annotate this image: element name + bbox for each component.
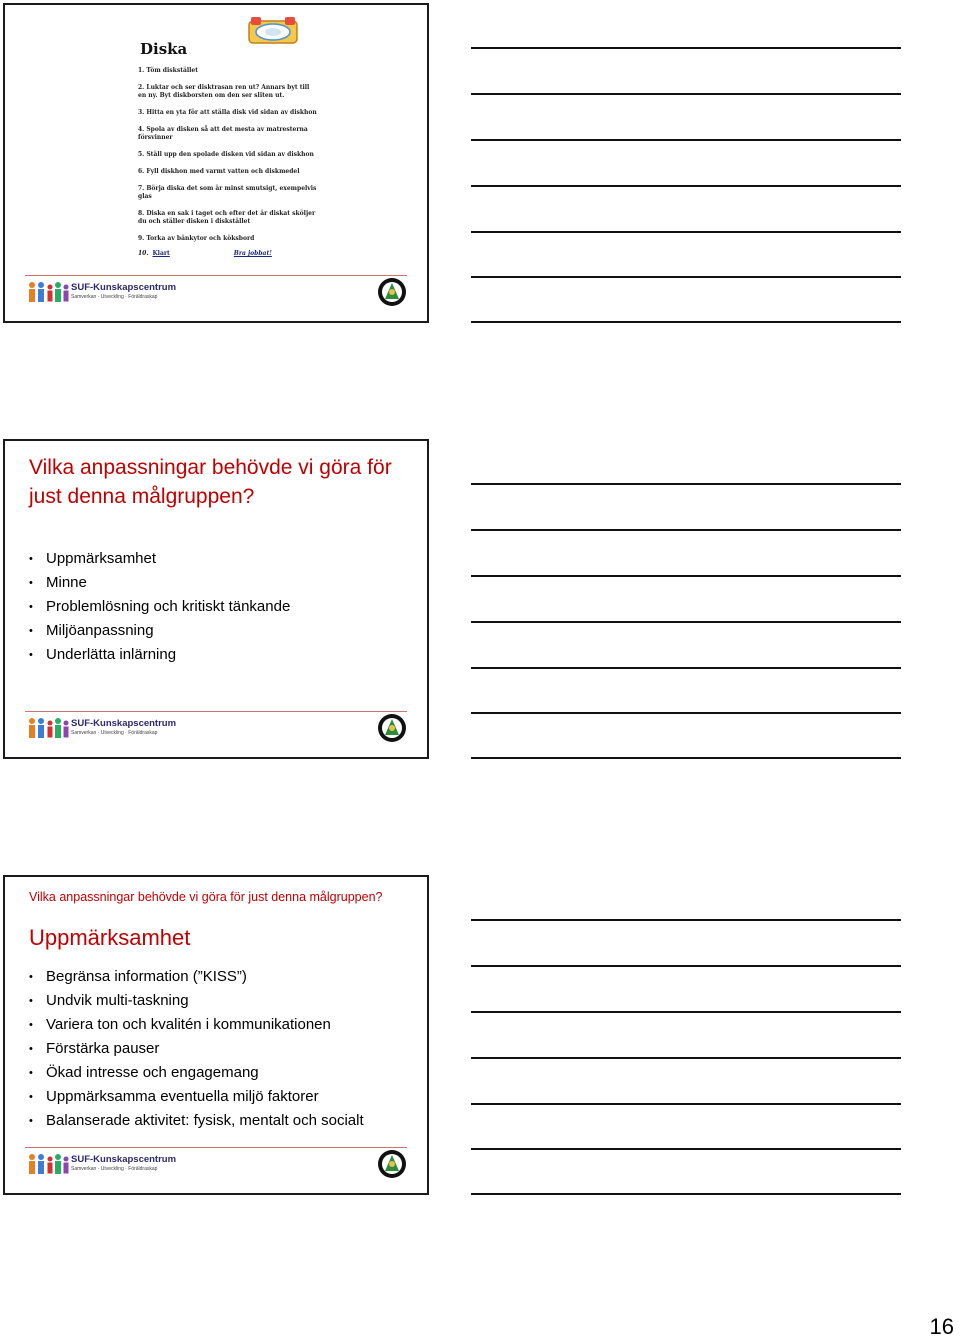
list-item: • Variera ton och kvalitén i kommunikationen — [29, 1013, 364, 1037]
note-line — [471, 231, 901, 233]
final-step-number: 10. — [138, 250, 149, 257]
page-number: 16 — [929, 1314, 954, 1339]
note-line — [471, 93, 901, 95]
slide-title: Vilka anpassningar behövde vi göra för just denna målgruppen? — [29, 456, 392, 508]
list-item: 4. Spola av disken så att det mesta av matresterna försvinner — [138, 126, 308, 141]
people-chain-logo-icon — [27, 717, 71, 739]
round-seal-logo-icon — [377, 713, 407, 743]
note-line — [471, 1103, 901, 1105]
note-line — [471, 321, 901, 323]
slide-1 — [3, 3, 429, 323]
list-item: 1. Töm diskstället — [138, 67, 198, 74]
list-item: 2. Luktar och ser disktrasan ren ut? Annars byt till en ny. Byt diskborsten om den ser sliten ut. — [138, 84, 310, 99]
note-line — [471, 139, 901, 141]
list-item: 3. Hitta en yta för att ställa disk vid sidan av diskhon — [138, 109, 317, 116]
list-item: • Begränsa information (”KISS”) — [29, 965, 364, 989]
footer-brand: SUF-Kunskapscentrum — [71, 718, 177, 729]
list-item: • Undvik multi-taskning — [29, 989, 364, 1013]
list-item: 5. Ställ upp den spolade disken vid sidan av diskhon — [138, 151, 314, 158]
note-line — [471, 483, 901, 485]
note-line — [471, 757, 901, 759]
footer-tagline: Samverkan · Utveckling · Föräldraskap — [71, 730, 158, 736]
list-item: 7. Börja diska det som är minst smutsigt, exempelvis glas — [138, 185, 317, 200]
dish-clipart-icon — [245, 15, 301, 49]
people-chain-logo-icon — [27, 1153, 71, 1175]
final-step-label: Klart — [152, 250, 170, 257]
list-item: • Minne — [29, 571, 290, 595]
slide-subtitle: Vilka anpassningar behövde vi göra för just denna målgruppen? — [29, 890, 383, 904]
slide-3 — [3, 875, 429, 1195]
slide-title: Uppmärksamhet — [29, 925, 191, 950]
round-seal-logo-icon — [377, 1149, 407, 1179]
note-line — [471, 1011, 901, 1013]
note-line — [471, 712, 901, 714]
list-item: • Förstärka pauser — [29, 1037, 364, 1061]
note-line — [471, 529, 901, 531]
praise-text: Bra jobbat! — [233, 250, 272, 257]
note-line — [471, 276, 901, 278]
note-line — [471, 185, 901, 187]
footer-brand: SUF-Kunskapscentrum — [71, 282, 177, 293]
list-item: 6. Fyll diskhon med varmt vatten och diskmedel — [138, 168, 300, 175]
document-title: Diska — [140, 40, 188, 58]
note-line — [471, 965, 901, 967]
note-line — [471, 1148, 901, 1150]
list-item: 8. Diska en sak i taget och efter det är diskat sköljer du och ställer disken i diskstället — [138, 210, 316, 225]
note-line — [471, 1193, 901, 1195]
footer-tagline: Samverkan · Utveckling · Föräldraskap — [71, 294, 158, 300]
slide-2 — [3, 439, 429, 759]
list-item: • Ökad intresse och engagemang — [29, 1061, 364, 1085]
note-line — [471, 919, 901, 921]
steps-list — [138, 67, 318, 267]
list-item: • Underlätta inlärning — [29, 643, 290, 667]
list-item: • Uppmärksamma eventuella miljö faktorer — [29, 1085, 364, 1109]
note-line — [471, 1057, 901, 1059]
footer-brand: SUF-Kunskapscentrum — [71, 1154, 177, 1165]
list-item: • Miljöanpassning — [29, 619, 290, 643]
note-line — [471, 575, 901, 577]
footer-tagline: Samverkan · Utveckling · Föräldraskap — [71, 1166, 158, 1172]
slide-footer — [25, 1147, 407, 1181]
footer-rule — [25, 711, 407, 712]
final-step — [138, 250, 318, 258]
footer-rule — [25, 275, 407, 276]
bullet-list — [29, 965, 364, 1133]
footer-rule — [25, 1147, 407, 1148]
slide-footer — [25, 711, 407, 745]
people-chain-logo-icon — [27, 281, 71, 303]
note-line — [471, 47, 901, 49]
bullet-list — [29, 547, 290, 667]
note-line — [471, 621, 901, 623]
list-item: 9. Torka av bänkytor och köksbord — [138, 235, 255, 242]
note-line — [471, 667, 901, 669]
round-seal-logo-icon — [377, 277, 407, 307]
slide-footer — [25, 275, 407, 309]
list-item: • Problemlösning och kritiskt tänkande — [29, 595, 290, 619]
list-item: • Balanserade aktivitet: fysisk, mentalt och socialt — [29, 1109, 364, 1133]
list-item: • Uppmärksamhet — [29, 547, 290, 571]
